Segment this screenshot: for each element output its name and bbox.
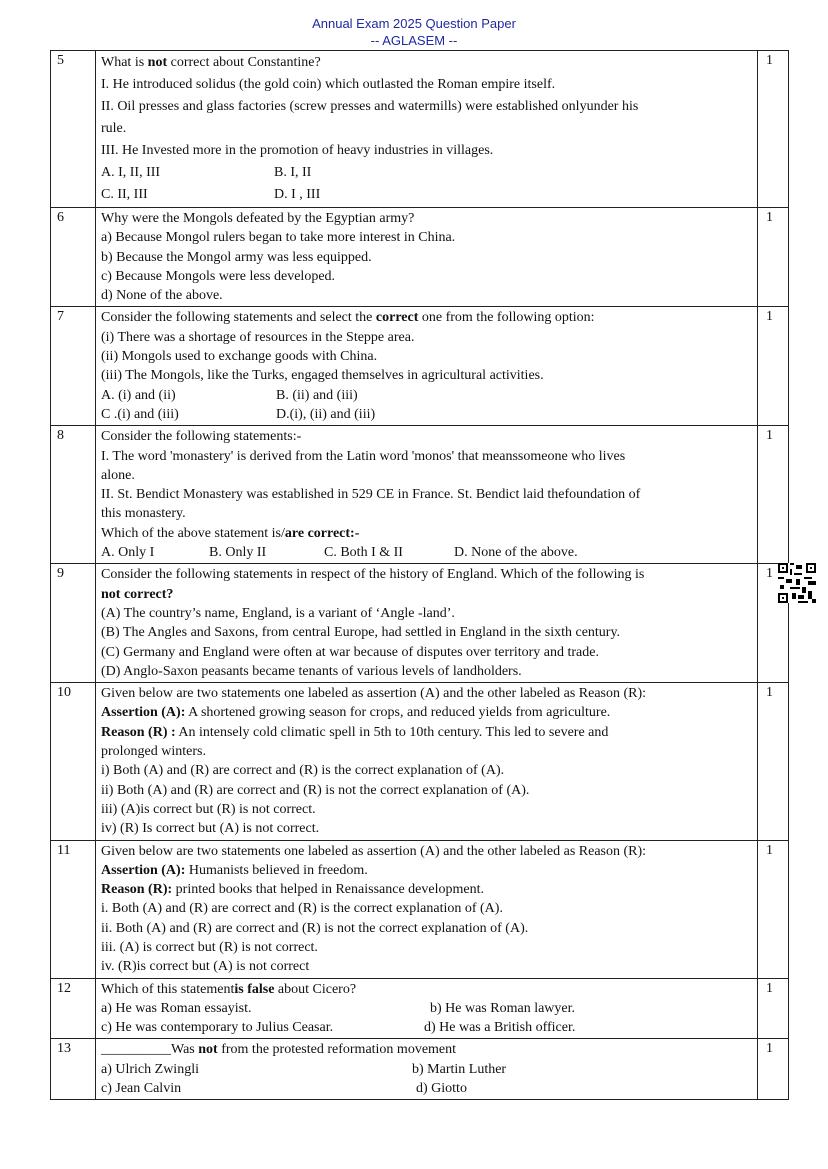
question-row bbox=[51, 208, 789, 307]
answer-option: D. I , III bbox=[274, 187, 321, 202]
answer-options bbox=[101, 162, 753, 184]
bold-text: Reason (R) : bbox=[101, 724, 176, 740]
header-title: Annual Exam 2025 Question Paper bbox=[312, 16, 516, 31]
text-segment: Why were the Mongols defeated by the Egyptian army? bbox=[101, 211, 415, 226]
text-segment: i) Both (A) and (R) are correct and (R) is the correct explanation of (A). bbox=[101, 763, 505, 779]
question-line bbox=[101, 800, 753, 819]
text-segment: Consider the following statements in respect of the history of England. Which of the following is bbox=[101, 567, 645, 583]
question-number: 7 bbox=[51, 307, 96, 426]
question-number: 9 bbox=[51, 564, 96, 683]
question-number: 6 bbox=[51, 208, 96, 307]
question-line bbox=[101, 366, 753, 385]
question-marks: 1 bbox=[758, 208, 789, 307]
answer-options bbox=[101, 405, 753, 424]
question-line bbox=[101, 938, 753, 957]
question-line bbox=[101, 524, 753, 543]
question-marks: 1 bbox=[758, 426, 789, 564]
text-segment: (A) The country’s name, England, is a variant of ‘Angle -land’. bbox=[101, 605, 455, 621]
answer-option: a) Ulrich Zwingli bbox=[101, 1061, 199, 1077]
question-line bbox=[101, 880, 753, 899]
question-line bbox=[101, 604, 753, 623]
question-line bbox=[101, 427, 753, 446]
question-line bbox=[101, 466, 753, 485]
text-segment: (C) Germany and England were often at war because of disputes over territory and trade. bbox=[101, 644, 599, 660]
text-segment: (i) There was a shortage of resources in the Steppe area. bbox=[101, 329, 415, 345]
text-segment: What is bbox=[101, 55, 148, 70]
answer-options bbox=[101, 386, 753, 405]
question-number: 10 bbox=[51, 683, 96, 840]
bold-text: Assertion (A): bbox=[101, 705, 186, 721]
question-line bbox=[101, 899, 753, 918]
text-segment: Given below are two statements one labeled as assertion (A) and the other labeled as Reason (R): bbox=[101, 686, 647, 702]
answer-option: D. None of the above. bbox=[454, 545, 578, 561]
text-segment: iii) (A)is correct but (R) is not correct. bbox=[101, 801, 316, 817]
question-line bbox=[101, 118, 753, 140]
question-line bbox=[101, 209, 753, 228]
text-segment: ii. Both (A) and (R) are correct and (R) is not the correct explanation of (A). bbox=[101, 920, 529, 936]
text-segment: An intensely cold climatic spell in 5th to 10th century. This led to severe and bbox=[175, 724, 609, 740]
text-segment: i. Both (A) and (R) are correct and (R) is the correct explanation of (A). bbox=[101, 901, 503, 917]
answer-options bbox=[101, 1018, 753, 1037]
text-segment: (B) The Angles and Saxons, from central Europe, had settled in England in the sixth century. bbox=[101, 625, 621, 641]
question-line bbox=[101, 761, 753, 780]
text-segment: Humanists believed in freedom. bbox=[185, 862, 368, 878]
text-segment: I. He introduced solidus (the gold coin) which outlasted the Roman empire itself. bbox=[101, 77, 556, 92]
answer-option: d) He was a British officer. bbox=[424, 1020, 576, 1036]
text-segment: (D) Anglo-Saxon peasants became tenants of various levels of landholders. bbox=[101, 663, 522, 679]
question-line bbox=[101, 585, 753, 604]
answer-option: A. (i) and (ii) bbox=[101, 387, 176, 403]
text-segment: Consider the following statements:- bbox=[101, 429, 302, 445]
question-text bbox=[96, 978, 758, 1039]
bold-text: are correct:- bbox=[284, 525, 360, 541]
text-segment: one from the following option: bbox=[418, 310, 595, 326]
question-line bbox=[101, 623, 753, 642]
answer-option: c) Jean Calvin bbox=[101, 1081, 182, 1097]
answer-options bbox=[101, 999, 753, 1018]
question-line bbox=[101, 662, 753, 681]
question-line bbox=[101, 861, 753, 880]
answer-option: A. Only I bbox=[101, 545, 155, 561]
bold-text: Assertion (A): bbox=[101, 862, 186, 878]
bold-text: Reason (R): bbox=[101, 882, 173, 898]
question-line bbox=[101, 328, 753, 347]
question-line bbox=[101, 723, 753, 742]
text-segment: a) Because Mongol rulers began to take more interest in China. bbox=[101, 230, 456, 246]
text-segment: I. The word 'monastery' is derived from the Latin word 'monos' that meanssomeone who lives bbox=[101, 448, 626, 464]
text-segment: correct about Constantine? bbox=[167, 55, 321, 70]
question-line bbox=[101, 819, 753, 838]
question-row bbox=[51, 683, 789, 840]
question-line bbox=[101, 919, 753, 938]
text-segment: A shortened growing season for crops, and reduced yields from agriculture. bbox=[185, 705, 611, 721]
question-line bbox=[101, 565, 753, 584]
bold-text: not bbox=[147, 55, 168, 70]
text-segment: printed books that helped in Renaissance development. bbox=[172, 882, 484, 898]
question-line bbox=[101, 52, 753, 74]
answer-option: C. II, III bbox=[101, 187, 148, 202]
question-marks: 1 bbox=[758, 51, 789, 208]
answer-option: B. I, II bbox=[274, 165, 312, 180]
question-row bbox=[51, 840, 789, 978]
text-segment: Which of the above statement is/ bbox=[101, 525, 285, 541]
question-marks: 1 bbox=[758, 564, 789, 683]
question-marks: 1 bbox=[758, 307, 789, 426]
question-number: 11 bbox=[51, 840, 96, 978]
answer-options bbox=[101, 1060, 753, 1079]
text-segment: d) None of the above. bbox=[101, 288, 223, 304]
text-segment: Consider the following statements and select the bbox=[101, 310, 376, 326]
question-text bbox=[96, 307, 758, 426]
question-text bbox=[96, 426, 758, 564]
question-row bbox=[51, 307, 789, 426]
question-line bbox=[101, 842, 753, 861]
text-segment: iv) (R) Is correct but (A) is not correct. bbox=[101, 821, 320, 837]
question-line bbox=[101, 96, 753, 118]
question-line bbox=[101, 1040, 753, 1059]
qr-code-icon bbox=[778, 563, 816, 603]
question-table bbox=[50, 50, 789, 1100]
question-line bbox=[101, 347, 753, 366]
question-line bbox=[101, 140, 753, 162]
text-segment: b) Because the Mongol army was less equipped. bbox=[101, 249, 372, 265]
text-segment: __________Was bbox=[101, 1042, 199, 1058]
answer-option: d) Giotto bbox=[416, 1081, 467, 1097]
answer-option: A. I, II, III bbox=[101, 165, 161, 180]
bold-text: not bbox=[198, 1042, 218, 1058]
question-line bbox=[101, 781, 753, 800]
text-segment: III. He Invested more in the promotion of heavy industries in villages. bbox=[101, 143, 494, 158]
question-line bbox=[101, 684, 753, 703]
answer-option: D.(i), (ii) and (iii) bbox=[276, 406, 376, 422]
question-line bbox=[101, 74, 753, 96]
text-segment: II. St. Bendict Monastery was established in 529 CE in France. St. Bendict laid thefoundation of bbox=[101, 487, 641, 503]
answer-option: c) He was contemporary to Julius Ceasar. bbox=[101, 1020, 334, 1036]
text-segment: II. Oil presses and glass factories (screw presses and watermills) were established onlyunder his bbox=[101, 99, 639, 114]
text-segment: (iii) The Mongols, like the Turks, engaged themselves in agricultural activities. bbox=[101, 368, 544, 384]
answer-option: b) Martin Luther bbox=[412, 1061, 507, 1077]
question-row bbox=[51, 978, 789, 1039]
question-text bbox=[96, 208, 758, 307]
question-number: 8 bbox=[51, 426, 96, 564]
question-line bbox=[101, 643, 753, 662]
question-number: 12 bbox=[51, 978, 96, 1039]
bold-text: correct bbox=[375, 310, 419, 326]
question-row bbox=[51, 51, 789, 208]
question-marks: 1 bbox=[758, 1039, 789, 1100]
text-segment: about Cicero? bbox=[274, 981, 357, 997]
answer-option: B. (ii) and (iii) bbox=[276, 387, 358, 403]
question-line bbox=[101, 504, 753, 523]
text-segment: this monastery. bbox=[101, 506, 186, 522]
question-line bbox=[101, 980, 753, 999]
text-segment: from the protested reformation movement bbox=[217, 1042, 457, 1058]
text-segment: alone. bbox=[101, 467, 135, 483]
header-subtitle: -- AGLASEM -- bbox=[370, 33, 458, 48]
answer-option: B. Only II bbox=[209, 545, 267, 561]
question-line bbox=[101, 703, 753, 722]
text-segment: iii. (A) is correct but (R) is not correct. bbox=[101, 939, 318, 955]
question-line bbox=[101, 957, 753, 976]
bold-text: not correct? bbox=[101, 586, 174, 602]
question-marks: 1 bbox=[758, 978, 789, 1039]
question-number: 5 bbox=[51, 51, 96, 208]
answer-option: C. Both I & II bbox=[324, 545, 403, 561]
question-line bbox=[101, 447, 753, 466]
answer-option: b) He was Roman lawyer. bbox=[430, 1000, 576, 1016]
question-row bbox=[51, 1039, 789, 1100]
question-number: 13 bbox=[51, 1039, 96, 1100]
question-row bbox=[51, 564, 789, 683]
text-segment: (ii) Mongols used to exchange goods with China. bbox=[101, 349, 378, 365]
answer-options bbox=[101, 184, 753, 206]
bold-text: is false bbox=[234, 981, 275, 997]
answer-options bbox=[101, 1079, 753, 1098]
answer-options bbox=[101, 543, 753, 562]
question-text bbox=[96, 683, 758, 840]
question-text bbox=[96, 1039, 758, 1100]
question-line bbox=[101, 267, 753, 286]
text-segment: ii) Both (A) and (R) are correct and (R) is not the correct explanation of (A). bbox=[101, 782, 530, 798]
text-segment: Which of this statement bbox=[101, 981, 235, 997]
text-segment: rule. bbox=[101, 121, 127, 136]
question-line bbox=[101, 485, 753, 504]
text-segment: c) Because Mongols were less developed. bbox=[101, 268, 336, 284]
question-line bbox=[101, 228, 753, 247]
question-text bbox=[96, 51, 758, 208]
question-marks: 1 bbox=[758, 840, 789, 978]
answer-option: a) He was Roman essayist. bbox=[101, 1000, 252, 1016]
question-line bbox=[101, 248, 753, 267]
question-line bbox=[101, 286, 753, 305]
question-row bbox=[51, 426, 789, 564]
answer-option: C .(i) and (iii) bbox=[101, 406, 179, 422]
text-segment: iv. (R)is correct but (A) is not correct bbox=[101, 959, 310, 975]
question-line bbox=[101, 742, 753, 761]
text-segment: prolonged winters. bbox=[101, 744, 206, 760]
text-segment: Given below are two statements one labeled as assertion (A) and the other labeled as Reason (R): bbox=[101, 843, 647, 859]
question-line bbox=[101, 308, 753, 327]
question-text bbox=[96, 564, 758, 683]
question-text bbox=[96, 840, 758, 978]
question-marks: 1 bbox=[758, 683, 789, 840]
